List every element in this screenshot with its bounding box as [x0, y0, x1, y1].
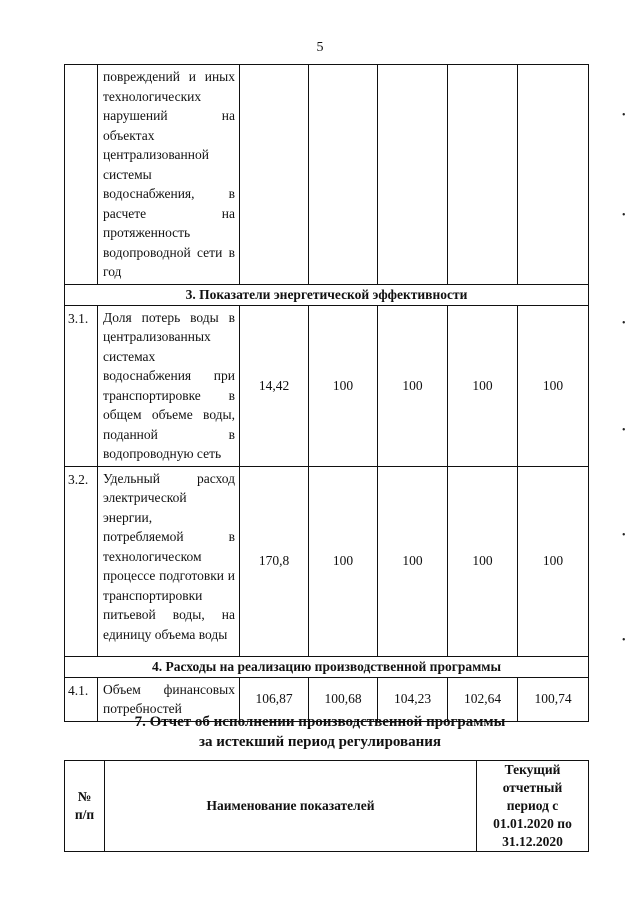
margin-mark: •	[622, 425, 626, 436]
value-cell: 106,87	[240, 677, 309, 721]
page-number: 5	[316, 40, 324, 55]
row-number: 3.1.	[65, 305, 98, 466]
margin-mark: •	[622, 318, 626, 329]
indicators-table	[64, 64, 589, 722]
row-number: 3.2.	[65, 466, 98, 656]
row-name: Объем финансовых потребностей	[98, 677, 240, 721]
table-row	[65, 65, 589, 285]
value-cell: 100	[518, 466, 589, 656]
value-cell: 100,74	[518, 677, 589, 721]
table-row	[65, 305, 589, 466]
col-number-header: № п/п	[65, 761, 105, 852]
margin-mark: •	[622, 635, 626, 646]
value-cell: 100	[309, 305, 378, 466]
value-cell: 100	[309, 466, 378, 656]
value-cell: 102,64	[448, 677, 518, 721]
table-row	[65, 466, 589, 656]
value-cell: 100	[518, 305, 589, 466]
table-header-row	[65, 761, 589, 852]
value-cell: 100	[378, 305, 448, 466]
section-heading: 3. Показатели энергетической эффективности	[65, 284, 589, 305]
value-cell: 100	[448, 305, 518, 466]
report-title-line1: 7. Отчет об исполнении производственной программы	[134, 714, 506, 730]
margin-mark: •	[622, 210, 626, 221]
report-title-line2: за истекший период регулирования	[198, 734, 442, 750]
margin-mark: •	[622, 110, 626, 121]
section-row	[65, 284, 589, 305]
value-cell: 104,23	[378, 677, 448, 721]
row-name: Доля потерь воды в централизованных системах водоснабжения при транспортировке в общем объеме воды, поданной в водопроводную сеть	[98, 305, 240, 466]
row-number	[65, 65, 98, 285]
col-period-header: Текущий отчетный период с 01.01.2020 по 31.12.2020	[477, 761, 589, 852]
section-row	[65, 656, 589, 677]
row-name: Удельный расход электрической энергии, потребляемой в технологическом процессе подготовки и транспортировки питьевой воды, на единицу объема воды	[98, 466, 240, 656]
value-cell: 100,68	[309, 677, 378, 721]
row-name: повреждений и иных технологических нарушений на объектах централизованной системы водоснабжения, в расчете на протяженность водопроводной сети в год	[98, 65, 240, 285]
value-cell: 100	[448, 466, 518, 656]
col-name-header: Наименование показателей	[105, 761, 477, 852]
margin-mark: •	[622, 530, 626, 541]
value-cell: 100	[378, 466, 448, 656]
value-cell: 14,42	[240, 305, 309, 466]
row-number: 4.1.	[65, 677, 98, 721]
report-table	[64, 760, 589, 852]
value-cell: 170,8	[240, 466, 309, 656]
section-heading: 4. Расходы на реализацию производственной программы	[65, 656, 589, 677]
